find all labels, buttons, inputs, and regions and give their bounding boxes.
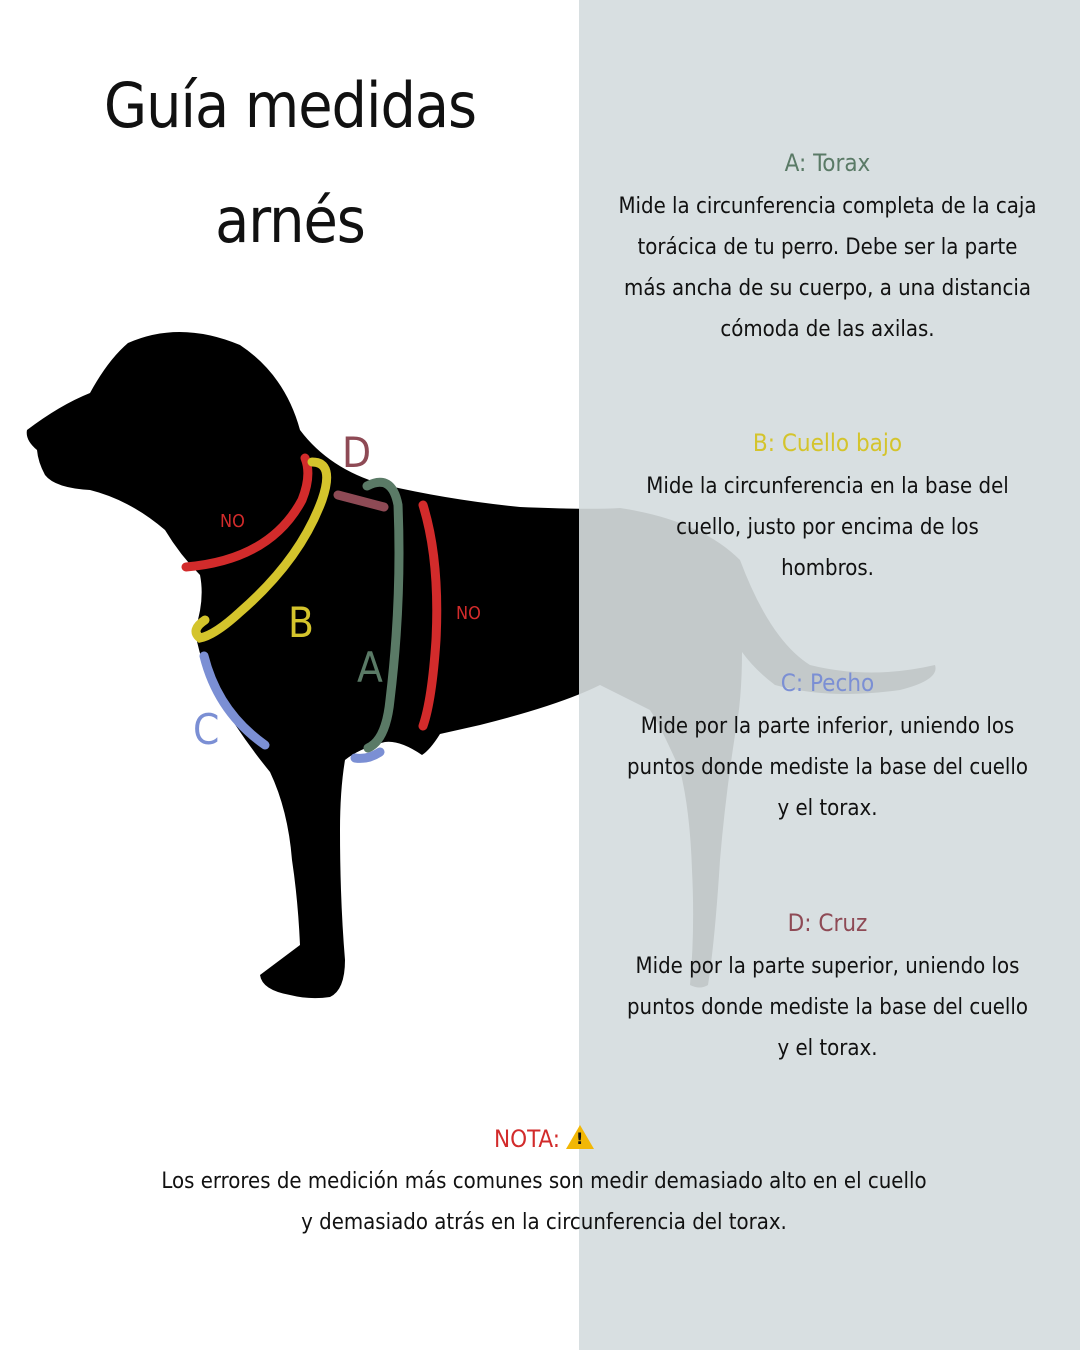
section-cruz	[610, 910, 1045, 1069]
label-c: C	[193, 705, 220, 754]
text-line: Mide por la parte inferior, uniendo los	[640, 714, 1015, 740]
section-pecho	[610, 670, 1045, 829]
text-line: Los errores de medición más comunes son medir demasiado alto en el cuello	[161, 1169, 927, 1194]
text-line: y demasiado atrás en la circunferencia del torax.	[301, 1210, 787, 1235]
text-line: y el torax.	[777, 796, 878, 822]
label-d: D	[342, 428, 372, 477]
note-section	[140, 1125, 948, 1243]
section-torax	[610, 150, 1045, 350]
text-line: más ancha de su cuerpo, a una distancia	[624, 276, 1031, 302]
note-heading	[140, 1125, 948, 1153]
note-text	[140, 1161, 948, 1243]
label-no-neck: NO	[220, 511, 245, 532]
text-line: cuello, justo por encima de los	[676, 515, 979, 541]
section-heading-pecho: C: Pecho	[780, 669, 875, 697]
warning-icon	[566, 1125, 594, 1149]
text-line: torácica de tu perro. Debe ser la parte	[637, 235, 1018, 261]
text-line: puntos donde mediste la base del cuello	[626, 755, 1029, 781]
text-line: puntos donde mediste la base del cuello	[626, 995, 1029, 1021]
section-text-torax	[610, 186, 1045, 350]
text-line: y el torax.	[777, 1036, 878, 1062]
note-heading-text: NOTA:	[493, 1125, 561, 1153]
section-text-pecho	[610, 706, 1045, 829]
section-heading-torax: A: Torax	[784, 149, 871, 177]
text-line: Mide la circunferencia en la base del	[646, 474, 1009, 500]
page-title-line-2: arnés	[215, 184, 365, 257]
section-text-cuello-bajo	[610, 466, 1045, 589]
text-line: cómoda de las axilas.	[720, 317, 935, 343]
page-title-line-1: Guía medidas	[103, 69, 477, 142]
section-heading-cruz: D: Cruz	[787, 909, 868, 937]
section-heading-cuello-bajo: B: Cuello bajo	[752, 429, 903, 457]
label-a: A	[357, 643, 383, 692]
label-b: B	[288, 598, 314, 647]
section-text-cruz	[610, 946, 1045, 1069]
text-line: Mide por la parte superior, uniendo los	[635, 954, 1020, 980]
section-cuello-bajo	[610, 430, 1045, 589]
text-line: Mide la circunferencia completa de la caja	[618, 194, 1037, 220]
label-no-belly: NO	[456, 603, 481, 624]
text-line: hombros.	[781, 556, 874, 582]
